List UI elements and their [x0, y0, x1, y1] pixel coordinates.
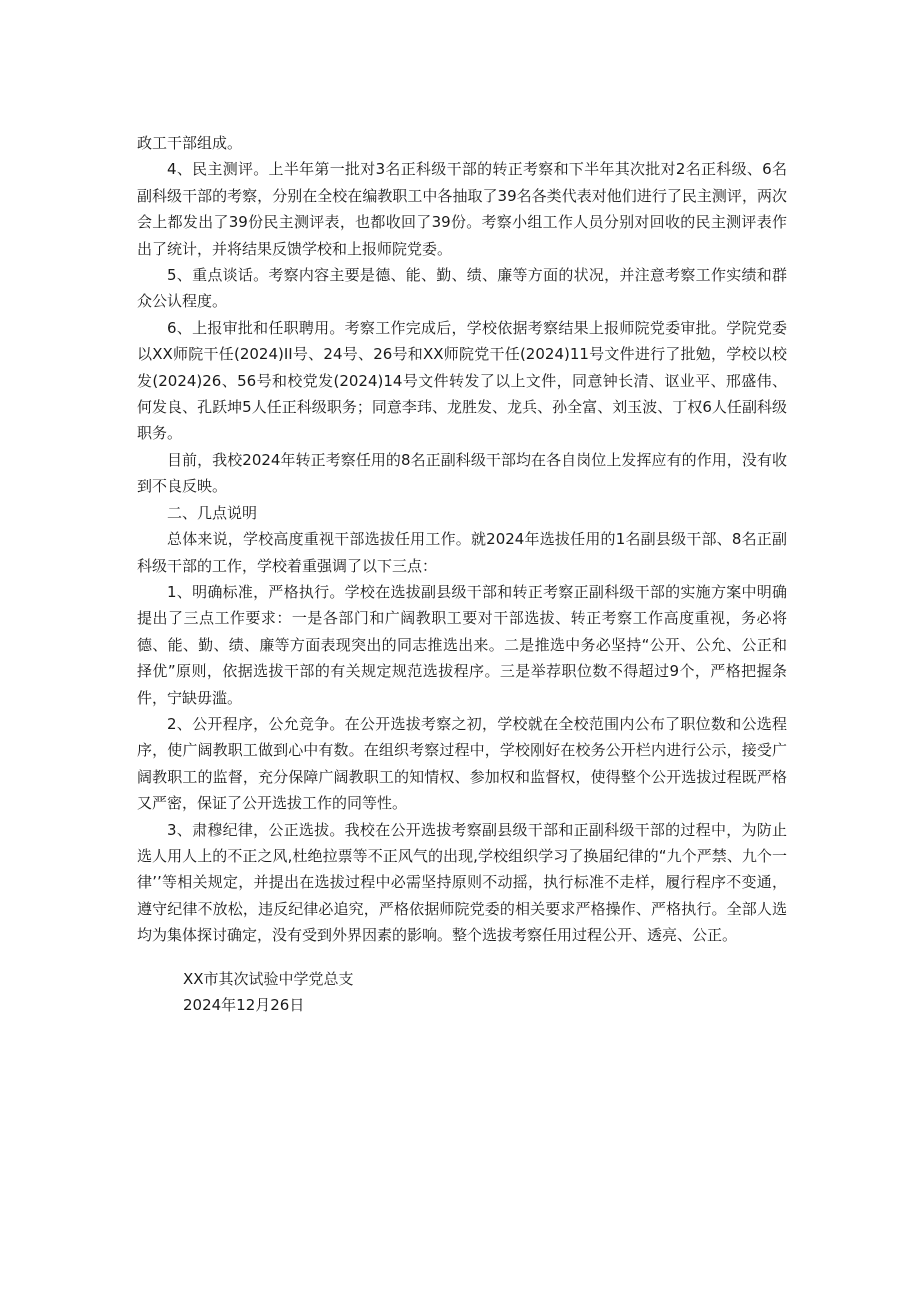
paragraph-approval-appointment: 6、上报审批和任职聘用。考察工作完成后，学校依据考察结果上报师院党委审批。学院党委以XX师院干任(2024)II号、24号、26号和XX师院党干任(2024)11号文件进行了批勉，学校以校发(2024)26、56号和校党发(2024)14号文件转发了以上文件，同意钟长清、讴业平、邢盛伟、何发良、孔跃坤5人任正科级职务；同意李玮、龙胜发、龙兵、孙全富、刘玉波、丁权6人任副科级职务。 — [137, 318, 787, 443]
section-heading-notes: 二、几点说明 — [167, 503, 258, 522]
signature-block — [183, 966, 354, 1019]
paragraph-key-interviews: 5、重点谈话。考察内容主要是德、能、勤、绩、廉等方面的状况，并注意考察工作实绩和群众公认程度。 — [137, 266, 787, 311]
signature-date: 2024年12月26日 — [183, 996, 305, 1015]
paragraph-clear-standards: 1、明确标准，严格执行。学校在选拔副县级干部和转正考察正副科级干部的实施方案中明确提出了三点工作要求：一是各部门和广阔教职工要对干部选拔、转正考察工作高度重视，务必将德、能、勤、绩、廉等方面表现突出的同志推选出来。二是推选中务必坚持“公开、公允、公正和择优”原则，依据选拔干部的有关规定规范选拔程序。三是举荐职位数不得超过9个，严格把握条件，宁缺毋滥。 — [137, 582, 787, 707]
paragraph-intro-tail: 政工干部组成。 — [137, 134, 243, 152]
paragraph-open-procedure: 2、公开程序，公允竞争。在公开选拔考察之初，学校就在全校范围内公布了职位数和公选程序，使广阔教职工做到心中有数。在组织考察过程中，学校刚好在校务公开栏内进行公示，接受广阔教职工的监督，充分保障广阔教职工的知情权、参加权和监督权，使得整个公开选拔过程既严格又严密，保证了公开选拔工作的同等性。 — [137, 714, 787, 813]
paragraph-strict-discipline: 3、肃穆纪律，公正选拔。我校在公开选拔考察副县级干部和正副科级干部的过程中，为防止选人用人上的不正之风,杜绝拉票等不正风气的出现,学校组织学习了换届纪律的“九个严禁、九个一律’’等相关规定，并提出在选拔过程中必需坚持原则不动摇，执行标准不走样，履行程序不变通，遵守纪律不放松，违反纪律必追究，严格依据师院党委的相关要求严格操作、严格执行。全部人选均为集体探讨确定，没有受到外界因素的影响。整个选拔考察任用过程公开、透亮、公正。 — [137, 820, 787, 945]
document-body — [137, 130, 787, 949]
paragraph-democratic-evaluation: 4、民主测评。上半年第一批对3名正科级干部的转正考察和下半年其次批对2名正科级、6名副科级干部的考察，分别在全校在编教职工中各抽取了39名各类代表对他们进行了民主测评，两次会上都发出了39份民主测评表，也都收回了39份。考察小组工作人员分别对回收的民主测评表作出了统计，并将结果反馈学校和上报师院党委。 — [137, 160, 787, 258]
paragraph-overview: 总体来说，学校高度重视干部选拔任用工作。就2024年选拔任用的1名副县级干部、8名正副科级干部的工作，学校着重强调了以下三点： — [137, 530, 787, 575]
paragraph-current-status: 目前，我校2024年转正考察任用的8名正副科级干部均在各自岗位上发挥应有的作用，没有收到不良反映。 — [137, 450, 787, 496]
signature-organization: XX市其次试验中学党总支 — [183, 970, 354, 988]
